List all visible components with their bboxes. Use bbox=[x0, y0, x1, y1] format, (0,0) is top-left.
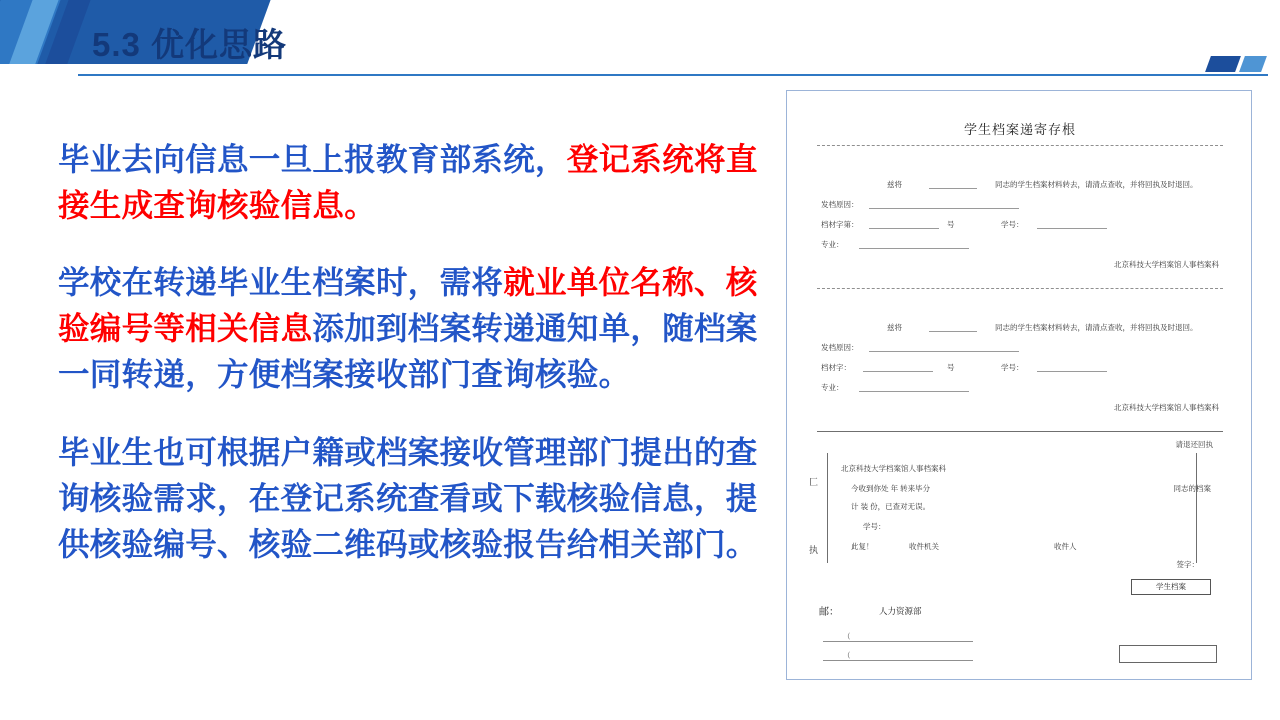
body-text-column bbox=[58, 104, 758, 567]
stub2-archiveno-blank bbox=[863, 362, 933, 372]
stub1-zijiang-label: 兹将 bbox=[887, 180, 902, 189]
receipt-reply-label: 此复！ bbox=[851, 542, 874, 551]
paragraph-2-run-1: 学校在转递毕业生档案时，需将 bbox=[58, 264, 504, 300]
document-page bbox=[799, 101, 1241, 671]
mail-value: 人力资源部 bbox=[879, 606, 922, 616]
receipt-receiver-person-label: 收件人 bbox=[1054, 542, 1077, 551]
header-right-shape-2 bbox=[1239, 56, 1267, 72]
document-divider-1 bbox=[817, 145, 1224, 146]
document-title: 学生档案递寄存根 bbox=[963, 122, 1076, 137]
paragraph-3 bbox=[58, 429, 758, 567]
stub1-hao-label: 号 bbox=[947, 220, 955, 229]
stub2-org: 北京科技大学档案馆人事档案科 bbox=[1114, 403, 1219, 412]
receipt-left-bracket: 匚 bbox=[809, 477, 819, 487]
stub1-reason-label: 发档原因： bbox=[821, 200, 859, 209]
slide-header bbox=[0, 0, 1280, 78]
stub1-notice-text: 同志的学生档案材料转去，请清点查收，并将回执及时退回。 bbox=[995, 180, 1198, 189]
stub2-archiveno-label: 档材字： bbox=[821, 363, 851, 372]
stub2-reason-blank bbox=[869, 342, 1019, 352]
stub2-studentno-label: 学号： bbox=[1001, 363, 1024, 372]
stub1-studentno-blank bbox=[1037, 219, 1107, 229]
stub2-hao-label: 号 bbox=[947, 363, 955, 372]
stub2-reason-label: 发档原因： bbox=[821, 343, 859, 352]
stub1-major-blank bbox=[859, 239, 969, 249]
page-title: 5.3 优化思路 bbox=[92, 26, 288, 63]
stub2-major-label: 专业： bbox=[821, 383, 844, 392]
receipt-line-3: 学号： bbox=[863, 522, 886, 531]
stub1-major-label: 专业： bbox=[821, 240, 844, 249]
receipt-line-2: 计 装 份，已查对无误。 bbox=[851, 502, 931, 511]
paragraph-1-run-2-highlight: 登记系统将直接生成查询核验信息。 bbox=[58, 140, 758, 223]
receipt-org: 北京科技大学档案馆人事档案科 bbox=[841, 464, 946, 473]
paragraph-2 bbox=[58, 259, 758, 397]
receipt-reply-char: 执 bbox=[809, 545, 819, 555]
receipt-line-1-right: 同志的档案 bbox=[1173, 484, 1211, 493]
bottom-line-1: （ bbox=[823, 631, 973, 642]
paragraph-2-run-2-highlight: 就业单位名称、核验编号等相关信息 bbox=[58, 264, 758, 346]
document-image bbox=[786, 90, 1252, 680]
stub1-name-blank bbox=[929, 179, 977, 189]
document-receipt bbox=[799, 439, 1241, 629]
header-divider bbox=[78, 74, 1268, 76]
stub2-major-blank bbox=[859, 382, 969, 392]
receipt-sign-label: 签字： bbox=[1176, 560, 1199, 569]
mail-label: 邮： bbox=[819, 607, 839, 618]
paragraph-2-run-3: 添加到档案转递通知单，随档案一同转递，方便档案接收部门查询核验。 bbox=[58, 310, 758, 392]
header-right-shape-1 bbox=[1205, 56, 1241, 72]
header-right-decoration bbox=[1202, 56, 1270, 72]
document-bottom-box bbox=[1119, 645, 1217, 663]
paragraph-3-run-1: 毕业生也可根据户籍或档案接收管理部门提出的查询核验需求，在登记系统查看或下载核验信息，提供核验编号、核验二维码或核验报告给相关部门。 bbox=[58, 433, 758, 562]
stub2-name-blank bbox=[929, 322, 977, 332]
document-stub-2 bbox=[799, 296, 1241, 424]
stub1-archiveno-blank bbox=[869, 219, 939, 229]
document-divider-2 bbox=[817, 288, 1224, 289]
bottom-line-2: （ bbox=[823, 650, 973, 661]
stub1-archiveno-label: 档材字第： bbox=[821, 220, 859, 229]
stub2-zijiang-label: 兹将 bbox=[887, 323, 902, 332]
receipt-line-1: 今收到你处 年 转来毕分 bbox=[851, 484, 931, 493]
stub2-studentno-blank bbox=[1037, 362, 1107, 372]
receipt-stamp-box: 学生档案 bbox=[1131, 579, 1211, 595]
paragraph-1-run-1: 毕业去向信息一旦上报教育部系统， bbox=[58, 140, 567, 177]
stub1-org: 北京科技大学档案馆人事档案科 bbox=[1114, 260, 1219, 269]
stub1-reason-blank bbox=[869, 199, 1019, 209]
receipt-receiver-unit-label: 收件机关 bbox=[909, 542, 939, 551]
receipt-return-note: 请退还回执 bbox=[1175, 440, 1213, 449]
document-stub-1 bbox=[799, 153, 1241, 281]
document-bottom-lines bbox=[823, 631, 1023, 661]
stub1-studentno-label: 学号： bbox=[1001, 220, 1024, 229]
stub2-notice-text: 同志的学生档案材料转去，请清点查收，并将回执及时退回。 bbox=[995, 323, 1198, 332]
paragraph-1 bbox=[58, 136, 758, 228]
document-divider-3 bbox=[817, 431, 1224, 432]
